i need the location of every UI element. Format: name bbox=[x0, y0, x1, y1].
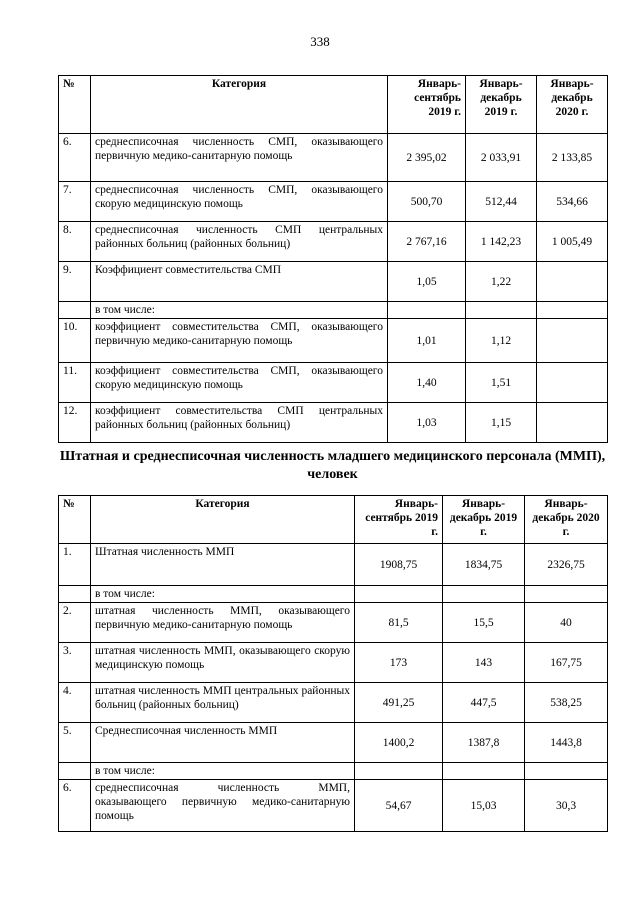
row-value-period-2: 143 bbox=[443, 643, 525, 683]
row-category: штатная численность ММП центральных районных больниц (районных больниц) bbox=[91, 683, 355, 723]
row-value-period-3 bbox=[537, 262, 608, 302]
row-value-period-1: 54,67 bbox=[355, 780, 443, 832]
row-number: 6. bbox=[59, 780, 91, 832]
row-category: среднесписочная численность СМП центральных районных больниц (районных больниц) bbox=[91, 222, 388, 262]
row-number: 7. bbox=[59, 182, 91, 222]
row-value-period-2: 447,5 bbox=[443, 683, 525, 723]
header-number: № bbox=[59, 496, 91, 544]
table-row bbox=[59, 544, 608, 586]
table-row bbox=[59, 319, 608, 363]
header-period-2: Январь-декабрь 2019 г. bbox=[443, 496, 525, 544]
row-value-period-2: 15,03 bbox=[443, 780, 525, 832]
row-value-period-1 bbox=[355, 763, 443, 780]
row-value-period-1: 491,25 bbox=[355, 683, 443, 723]
row-value-period-2: 1,22 bbox=[466, 262, 537, 302]
row-number bbox=[59, 586, 91, 603]
row-value-period-2: 15,5 bbox=[443, 603, 525, 643]
row-value-period-2: 512,44 bbox=[466, 182, 537, 222]
row-value-period-1: 500,70 bbox=[388, 182, 466, 222]
row-value-period-1: 1908,75 bbox=[355, 544, 443, 586]
row-number: 5. bbox=[59, 723, 91, 763]
row-value-period-3: 534,66 bbox=[537, 182, 608, 222]
row-number: 4. bbox=[59, 683, 91, 723]
header-number: № bbox=[59, 76, 91, 134]
header-period-3: Январь-декабрь 2020 г. bbox=[537, 76, 608, 134]
row-category: в том числе: bbox=[91, 586, 355, 603]
row-number: 6. bbox=[59, 134, 91, 182]
row-value-period-1 bbox=[388, 302, 466, 319]
row-value-period-3: 30,3 bbox=[525, 780, 608, 832]
row-category: Коэффициент совместительства СМП bbox=[91, 262, 388, 302]
table-row bbox=[59, 222, 608, 262]
row-value-period-1: 1,01 bbox=[388, 319, 466, 363]
table-row bbox=[59, 643, 608, 683]
table-row bbox=[59, 262, 608, 302]
row-value-period-1: 1,03 bbox=[388, 403, 466, 443]
row-value-period-3: 2326,75 bbox=[525, 544, 608, 586]
table-row bbox=[59, 363, 608, 403]
row-category: в том числе: bbox=[91, 763, 355, 780]
row-value-period-3 bbox=[537, 403, 608, 443]
row-value-period-1: 173 bbox=[355, 643, 443, 683]
table-row bbox=[59, 683, 608, 723]
row-number: 2. bbox=[59, 603, 91, 643]
row-number: 12. bbox=[59, 403, 91, 443]
row-category: Штатная численность ММП bbox=[91, 544, 355, 586]
personnel-table-smp bbox=[58, 75, 608, 443]
row-category: штатная численность ММП, оказывающего первичную медико-санитарную помощь bbox=[91, 603, 355, 643]
row-number bbox=[59, 763, 91, 780]
row-value-period-1 bbox=[355, 586, 443, 603]
row-category: среднесписочная численность СМП, оказывающего скорую медицинскую помощь bbox=[91, 182, 388, 222]
row-number: 1. bbox=[59, 544, 91, 586]
page-number: 338 bbox=[310, 34, 330, 49]
row-value-period-3: 538,25 bbox=[525, 683, 608, 723]
table-row bbox=[59, 586, 608, 603]
row-category: среднесписочная численность ММП, оказывающего первичную медико-санитарную помощь bbox=[91, 780, 355, 832]
table-header-row bbox=[59, 496, 608, 544]
row-value-period-3 bbox=[525, 586, 608, 603]
row-category: в том числе: bbox=[91, 302, 388, 319]
table-row bbox=[59, 763, 608, 780]
row-value-period-2: 1,12 bbox=[466, 319, 537, 363]
row-value-period-1: 2 395,02 bbox=[388, 134, 466, 182]
row-category: коэффициент совместительства СМП центральных районных больниц (районных больниц) bbox=[91, 403, 388, 443]
row-value-period-3: 167,75 bbox=[525, 643, 608, 683]
row-value-period-2: 1,51 bbox=[466, 363, 537, 403]
row-category: коэффициент совместительства СМП, оказывающего скорую медицинскую помощь bbox=[91, 363, 388, 403]
row-number: 8. bbox=[59, 222, 91, 262]
row-value-period-3: 1443,8 bbox=[525, 723, 608, 763]
row-value-period-3 bbox=[537, 319, 608, 363]
header-period-3: Январь-декабрь 2020 г. bbox=[525, 496, 608, 544]
row-number: 9. bbox=[59, 262, 91, 302]
table-row bbox=[59, 134, 608, 182]
row-category: Среднесписочная численность ММП bbox=[91, 723, 355, 763]
row-value-period-2 bbox=[466, 302, 537, 319]
row-category: штатная численность ММП, оказывающего скорую медицинскую помощь bbox=[91, 643, 355, 683]
row-number bbox=[59, 302, 91, 319]
row-value-period-2: 1834,75 bbox=[443, 544, 525, 586]
table-row bbox=[59, 403, 608, 443]
header-category: Категория bbox=[91, 496, 355, 544]
row-value-period-3: 2 133,85 bbox=[537, 134, 608, 182]
row-number: 11. bbox=[59, 363, 91, 403]
row-value-period-2: 1 142,23 bbox=[466, 222, 537, 262]
row-value-period-3 bbox=[537, 363, 608, 403]
table-row bbox=[59, 780, 608, 832]
row-value-period-3 bbox=[525, 763, 608, 780]
row-value-period-2: 2 033,91 bbox=[466, 134, 537, 182]
header-period-1: Январь-сентябрь 2019 г. bbox=[388, 76, 466, 134]
row-category: коэффициент совместительства СМП, оказывающего первичную медико-санитарную помощь bbox=[91, 319, 388, 363]
row-value-period-1: 1400,2 bbox=[355, 723, 443, 763]
personnel-table-mmp bbox=[58, 495, 608, 832]
row-number: 10. bbox=[59, 319, 91, 363]
table-header-row bbox=[59, 76, 608, 134]
table-row bbox=[59, 182, 608, 222]
row-value-period-1: 81,5 bbox=[355, 603, 443, 643]
row-value-period-1: 1,05 bbox=[388, 262, 466, 302]
header-category: Категория bbox=[91, 76, 388, 134]
table-row bbox=[59, 302, 608, 319]
row-value-period-3: 1 005,49 bbox=[537, 222, 608, 262]
row-number: 3. bbox=[59, 643, 91, 683]
section-title: Штатная и среднесписочная численность младшего медицинского персонала (ММП), человек bbox=[59, 449, 606, 482]
table-row bbox=[59, 603, 608, 643]
header-period-2: Январь-декабрь 2019 г. bbox=[466, 76, 537, 134]
row-value-period-2: 1,15 bbox=[466, 403, 537, 443]
row-value-period-1: 2 767,16 bbox=[388, 222, 466, 262]
header-period-1: Январь-сентябрь 2019 г. bbox=[355, 496, 443, 544]
row-value-period-1: 1,40 bbox=[388, 363, 466, 403]
row-value-period-2: 1387,8 bbox=[443, 723, 525, 763]
table-row bbox=[59, 723, 608, 763]
row-value-period-2 bbox=[443, 586, 525, 603]
row-category: среднесписочная численность СМП, оказывающего первичную медико-санитарную помощь bbox=[91, 134, 388, 182]
row-value-period-2 bbox=[443, 763, 525, 780]
row-value-period-3 bbox=[537, 302, 608, 319]
row-value-period-3: 40 bbox=[525, 603, 608, 643]
